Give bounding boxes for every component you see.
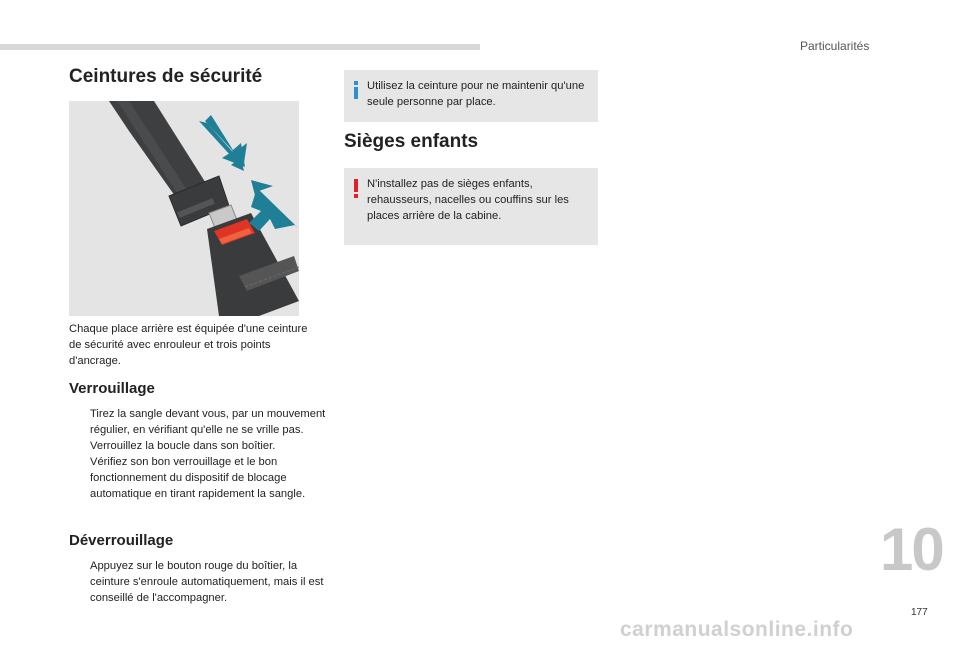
section-label: Particularités bbox=[800, 39, 870, 53]
heading-verrouillage: Verrouillage bbox=[69, 380, 155, 397]
watermark: carmanualsonline.info bbox=[620, 618, 854, 641]
heading-deverrouillage: Déverrouillage bbox=[69, 532, 174, 549]
list-item: Vérifiez son bon verrouillage et le bon fonctionnement du dispositif de blocage automatique en tirant rapidement la sangle. bbox=[90, 456, 306, 500]
list-item: Tirez la sangle devant vous, par un mouvement régulier, en vérifiant qu'elle ne se vrille pas. bbox=[90, 408, 326, 436]
section-title-sieges: Sièges enfants bbox=[344, 131, 479, 152]
warning-note bbox=[344, 168, 598, 245]
list-verrouillage bbox=[69, 406, 331, 502]
info-note bbox=[344, 70, 598, 122]
list-deverrouillage bbox=[69, 558, 331, 606]
page-number: 177 bbox=[911, 607, 928, 618]
warning-icon bbox=[353, 179, 359, 199]
page-title: Ceintures de sécurité bbox=[69, 66, 263, 87]
warning-note-text: N'installez pas de sièges enfants, rehausseurs, nacelles ou couffins sur les places arrière de la cabine. bbox=[367, 178, 569, 222]
info-icon bbox=[353, 81, 359, 99]
list-item: Verrouillez la boucle dans son boîtier. bbox=[90, 440, 276, 452]
header-rule bbox=[0, 44, 480, 50]
list-item: Appuyez sur le bouton rouge du boîtier, la ceinture s'enroule automatiquement, mais il est conseillé de l'accompagner. bbox=[90, 560, 324, 604]
seatbelt-illustration bbox=[69, 101, 299, 316]
intro-paragraph: Chaque place arrière est équipée d'une ceinture de sécurité avec enrouleur et trois points d'ancrage. bbox=[69, 323, 308, 367]
chapter-number: 10 bbox=[880, 516, 943, 583]
info-note-text: Utilisez la ceinture pour ne maintenir qu'une seule personne par place. bbox=[367, 80, 585, 108]
